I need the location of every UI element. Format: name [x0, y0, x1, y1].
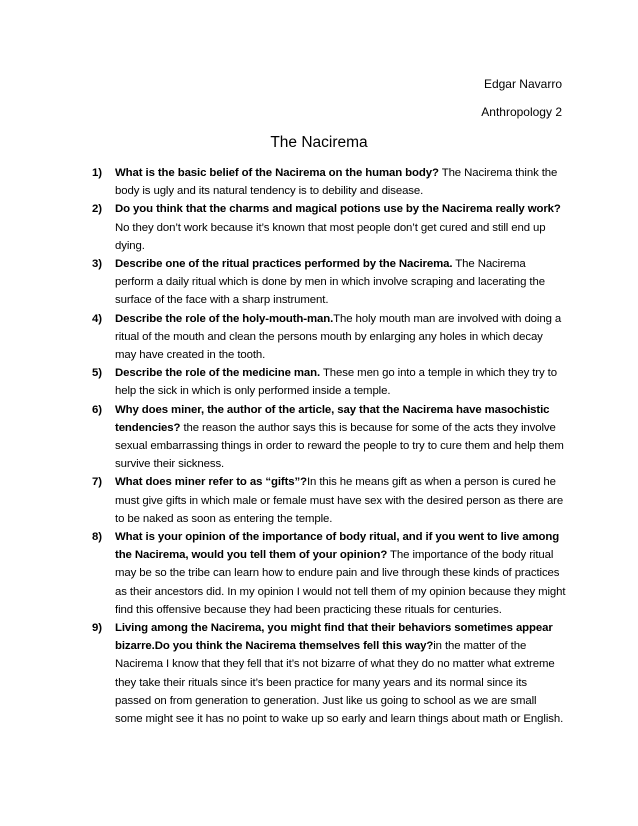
- question-text: What does miner refer to as “gifts”?: [115, 476, 307, 489]
- answer-text: The holy mouth man are involved with doing a ritual of the mouth and clean the persons mouth by enlarging any holes in which decay may have created in the tooth.: [115, 312, 562, 362]
- question-text: Describe the role of the medicine man.: [115, 367, 321, 380]
- answer-text: These men go into a temple in which they try to help the sick in which is only performed inside a temple.: [115, 367, 557, 398]
- question-number: 7): [92, 476, 102, 489]
- answer-text: The importance of the body ritual may be so the tribe can learn how to endure pain and live through these kinds of practices as their ancestors did. In my opinion I would not tell them of my opinion because they might find this offensive because they had been practicing these rituals for centuries.: [115, 549, 566, 616]
- question-text: Why does miner, the author of the article, say that the Nacirema have masochistic tendencies?: [115, 403, 550, 434]
- document-title: The Nacirema: [270, 134, 368, 151]
- question-item-7: [92, 473, 566, 528]
- author-name: Edgar Navarro: [483, 77, 562, 91]
- question-item-2: [92, 200, 566, 255]
- question-item-9: [92, 619, 566, 728]
- question-text: Do you think that the charms and magical potions use by the Nacirema really work?: [115, 203, 561, 216]
- question-number: 8): [92, 531, 102, 544]
- question-text: What is your opinion of the importance of body ritual, and if you went to live among the Nacirema, would you tell them of your opinion?: [115, 531, 560, 562]
- course-name: Anthropology 2: [481, 105, 562, 119]
- answer-text: The Nacirema think the body is ugly and its natural tendency is to debility and disease.: [115, 167, 558, 198]
- question-text: Living among the Nacirema, you might find that their behaviors sometimes appear bizarre.Do you think the Nacirema themselves fell this way?: [115, 622, 553, 653]
- question-number: 3): [92, 258, 102, 271]
- question-text: Describe one of the ritual practices performed by the Nacirema.: [115, 258, 453, 271]
- question-item-6: [92, 401, 566, 474]
- question-number: 5): [92, 367, 102, 380]
- question-item-1: [92, 164, 566, 200]
- question-number: 4): [92, 312, 102, 325]
- question-list: [92, 164, 566, 728]
- answer-text: The Nacirema perform a daily ritual which is done by men in which involve scraping and lacerating the surface of the face with a sharp instrument.: [115, 258, 545, 307]
- question-item-5: [92, 364, 566, 400]
- question-number: 9): [92, 622, 102, 635]
- question-text: Describe the role of the holy-mouth-man.: [115, 312, 334, 325]
- question-number: 1): [92, 167, 102, 179]
- answer-text: No they don’t work because it’s known that most people don’t get cured and still end up dying.: [115, 221, 546, 252]
- question-item-4: [92, 310, 566, 365]
- answer-text: the reason the author says this is because for some of the acts they involve sexual embarrassing things in order to reward the people to try to cure them and help them survive their sickness.: [115, 421, 564, 471]
- question-text: What is the basic belief of the Nacirema on the human body?: [115, 167, 439, 179]
- question-item-8: [92, 528, 566, 619]
- answer-text: In this he means gift as when a person is cured he must give gifts in which male or female must have sex with the desired person as there are to be naked as soon as entering the temple.: [115, 476, 564, 525]
- question-number: 2): [92, 203, 102, 216]
- answer-text: in the matter of the Nacirema I know that they fell that it’s not bizarre of what they do no matter what extreme they take their rituals since it’s been practice for many years and its normal since its passed on from generation to generation. Just like us going to school as we are small some might see it has no point to wake up so early and learn things about math or English.: [115, 640, 564, 726]
- question-item-3: [92, 255, 566, 310]
- question-number: 6): [92, 403, 102, 416]
